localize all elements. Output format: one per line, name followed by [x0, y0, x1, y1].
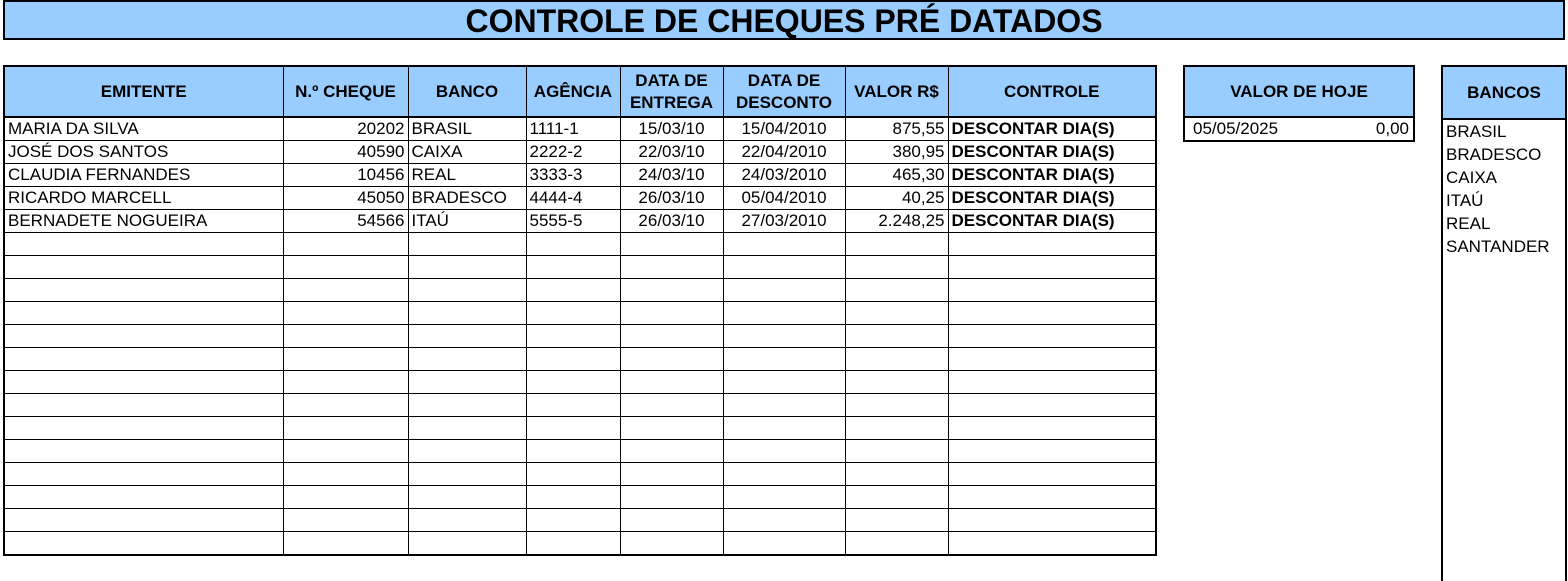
- cell-data-desconto[interactable]: [723, 532, 845, 556]
- header-data-desconto-line2: DESCONTO: [735, 92, 833, 112]
- cell-cheque[interactable]: [283, 394, 408, 417]
- cell-data-entrega[interactable]: 24/03/10: [620, 164, 723, 187]
- cell-banco[interactable]: BRADESCO: [408, 187, 526, 210]
- banco-item[interactable]: SANTANDER: [1446, 237, 1550, 256]
- cell-banco[interactable]: [408, 256, 526, 279]
- cell-data-desconto[interactable]: [723, 325, 845, 348]
- cell-data-desconto[interactable]: 24/03/2010: [723, 164, 845, 187]
- cell-emitente[interactable]: [4, 440, 283, 463]
- cell-data-desconto[interactable]: 15/04/2010: [723, 117, 845, 141]
- table-row: [4, 117, 1156, 141]
- cell-data-entrega[interactable]: [620, 394, 723, 417]
- cell-data-entrega[interactable]: 26/03/10: [620, 187, 723, 210]
- cell-valor[interactable]: 40,25: [845, 187, 948, 210]
- cell-banco[interactable]: [408, 348, 526, 371]
- cell-agencia[interactable]: 1111-1: [526, 117, 620, 141]
- cell-data-desconto[interactable]: [723, 440, 845, 463]
- cell-cheque[interactable]: [283, 233, 408, 256]
- table-row: [4, 394, 1156, 417]
- cell-banco[interactable]: [408, 371, 526, 394]
- cell-data-entrega[interactable]: [620, 417, 723, 440]
- cell-data-desconto[interactable]: [723, 463, 845, 486]
- cell-valor[interactable]: [845, 463, 948, 486]
- cell-controle[interactable]: [948, 394, 1156, 417]
- cell-agencia[interactable]: [526, 440, 620, 463]
- cell-data-desconto[interactable]: [723, 417, 845, 440]
- cell-data-entrega[interactable]: [620, 463, 723, 486]
- cell-emitente[interactable]: CLAUDIA FERNANDES: [4, 164, 283, 187]
- cell-data-desconto[interactable]: [723, 394, 845, 417]
- cell-banco[interactable]: [408, 463, 526, 486]
- cell-agencia[interactable]: 4444-4: [526, 187, 620, 210]
- cell-agencia[interactable]: 5555-5: [526, 210, 620, 233]
- cell-data-entrega[interactable]: [620, 348, 723, 371]
- cell-controle[interactable]: [948, 417, 1156, 440]
- cell-valor[interactable]: [845, 486, 948, 509]
- cell-banco[interactable]: [408, 532, 526, 556]
- cell-cheque[interactable]: [283, 325, 408, 348]
- cell-emitente[interactable]: [4, 532, 283, 556]
- table-row: [4, 440, 1156, 463]
- cell-banco[interactable]: REAL: [408, 164, 526, 187]
- cell-valor[interactable]: [845, 233, 948, 256]
- cell-valor[interactable]: [845, 394, 948, 417]
- cell-cheque[interactable]: [283, 463, 408, 486]
- cell-banco[interactable]: [408, 417, 526, 440]
- cell-cheque[interactable]: [283, 256, 408, 279]
- header-data-entrega[interactable]: [620, 66, 723, 117]
- table-row: [4, 256, 1156, 279]
- cell-data-desconto[interactable]: [723, 348, 845, 371]
- cell-controle[interactable]: [948, 302, 1156, 325]
- cell-data-entrega[interactable]: 15/03/10: [620, 117, 723, 141]
- header-controle[interactable]: CONTROLE: [948, 66, 1156, 117]
- cell-data-desconto[interactable]: 05/04/2010: [723, 187, 845, 210]
- cell-valor[interactable]: [845, 302, 948, 325]
- cell-controle[interactable]: [948, 486, 1156, 509]
- cell-cheque[interactable]: [283, 348, 408, 371]
- header-data-entrega-line1: DATA DE: [635, 70, 708, 90]
- cell-agencia[interactable]: [526, 371, 620, 394]
- table-row: [4, 233, 1156, 256]
- cell-cheque[interactable]: [283, 417, 408, 440]
- valor-hoje-row: [1184, 117, 1414, 141]
- table-body: [4, 117, 1156, 555]
- table-row: [4, 417, 1156, 440]
- cell-emitente[interactable]: [4, 348, 283, 371]
- cell-emitente[interactable]: [4, 371, 283, 394]
- cell-cheque[interactable]: 54566: [283, 210, 408, 233]
- cell-banco[interactable]: BRASIL: [408, 117, 526, 141]
- table-row: [4, 371, 1156, 394]
- cell-controle[interactable]: [948, 440, 1156, 463]
- table-row: [4, 279, 1156, 302]
- cell-controle[interactable]: DESCONTAR DIA(S): [948, 210, 1156, 233]
- cell-valor[interactable]: [845, 509, 948, 532]
- cell-emitente[interactable]: [4, 394, 283, 417]
- valor-hoje-header[interactable]: VALOR DE HOJE: [1184, 66, 1414, 117]
- cell-agencia[interactable]: [526, 279, 620, 302]
- cell-cheque[interactable]: [283, 486, 408, 509]
- cell-controle[interactable]: DESCONTAR DIA(S): [948, 141, 1156, 164]
- cell-data-entrega[interactable]: [620, 371, 723, 394]
- cell-emitente[interactable]: [4, 486, 283, 509]
- table-row: [4, 164, 1156, 187]
- cell-cheque[interactable]: 45050: [283, 187, 408, 210]
- cell-agencia[interactable]: [526, 233, 620, 256]
- cell-emitente[interactable]: [4, 279, 283, 302]
- cell-agencia[interactable]: [526, 417, 620, 440]
- cell-data-entrega[interactable]: [620, 233, 723, 256]
- cell-cheque[interactable]: [283, 371, 408, 394]
- today-value-cell[interactable]: 0,00: [1375, 119, 1409, 138]
- cell-controle[interactable]: DESCONTAR DIA(S): [948, 187, 1156, 210]
- cell-valor[interactable]: [845, 325, 948, 348]
- table-row: [4, 325, 1156, 348]
- cheques-table: [3, 65, 1157, 556]
- cell-emitente[interactable]: [4, 417, 283, 440]
- cell-banco[interactable]: [408, 325, 526, 348]
- cell-cheque[interactable]: [283, 440, 408, 463]
- header-data-desconto[interactable]: [723, 66, 845, 117]
- cell-emitente[interactable]: BERNADETE NOGUEIRA: [4, 210, 283, 233]
- header-row: [4, 66, 1156, 117]
- cell-data-desconto[interactable]: [723, 486, 845, 509]
- cell-valor[interactable]: 465,30: [845, 164, 948, 187]
- cell-agencia[interactable]: 3333-3: [526, 164, 620, 187]
- cell-valor[interactable]: [845, 417, 948, 440]
- cell-controle[interactable]: [948, 348, 1156, 371]
- table-row: [4, 532, 1156, 556]
- cell-agencia[interactable]: [526, 348, 620, 371]
- cell-emitente[interactable]: MARIA DA SILVA: [4, 117, 283, 141]
- bancos-list: [1441, 65, 1567, 581]
- cell-data-entrega[interactable]: [620, 509, 723, 532]
- cell-cheque[interactable]: 20202: [283, 117, 408, 141]
- cell-data-desconto[interactable]: 22/04/2010: [723, 141, 845, 164]
- cell-cheque[interactable]: [283, 532, 408, 556]
- banco-item[interactable]: BRADESCO: [1446, 145, 1542, 164]
- cell-cheque[interactable]: 40590: [283, 141, 408, 164]
- cell-emitente[interactable]: [4, 463, 283, 486]
- cell-valor[interactable]: [845, 348, 948, 371]
- banco-item[interactable]: ITAÚ: [1446, 191, 1484, 210]
- cell-cheque[interactable]: [283, 279, 408, 302]
- table-row: [4, 302, 1156, 325]
- cell-emitente[interactable]: [4, 302, 283, 325]
- cell-data-desconto[interactable]: [723, 302, 845, 325]
- cell-data-entrega[interactable]: 22/03/10: [620, 141, 723, 164]
- cell-data-entrega[interactable]: [620, 256, 723, 279]
- cell-banco[interactable]: [408, 509, 526, 532]
- cell-data-entrega[interactable]: [620, 486, 723, 509]
- header-emitente[interactable]: EMITENTE: [4, 66, 283, 117]
- header-valor[interactable]: VALOR R$: [845, 66, 948, 117]
- cell-valor[interactable]: 875,55: [845, 117, 948, 141]
- cell-emitente[interactable]: [4, 325, 283, 348]
- banco-item[interactable]: REAL: [1446, 214, 1491, 233]
- cell-agencia[interactable]: [526, 325, 620, 348]
- cell-controle[interactable]: DESCONTAR DIA(S): [948, 164, 1156, 187]
- bancos-header[interactable]: BANCOS: [1443, 67, 1565, 120]
- cell-data-desconto[interactable]: [723, 233, 845, 256]
- table-row: [4, 187, 1156, 210]
- cell-emitente[interactable]: [4, 509, 283, 532]
- cell-valor[interactable]: 380,95: [845, 141, 948, 164]
- cell-data-desconto[interactable]: [723, 371, 845, 394]
- cell-agencia[interactable]: [526, 394, 620, 417]
- cell-emitente[interactable]: JOSÉ DOS SANTOS: [4, 141, 283, 164]
- cell-data-entrega[interactable]: [620, 532, 723, 556]
- cell-banco[interactable]: CAIXA: [408, 141, 526, 164]
- cell-cheque[interactable]: [283, 302, 408, 325]
- cell-cheque[interactable]: 10456: [283, 164, 408, 187]
- table-row: [4, 509, 1156, 532]
- cell-valor[interactable]: 2.248,25: [845, 210, 948, 233]
- cell-banco[interactable]: [408, 302, 526, 325]
- cell-data-entrega[interactable]: [620, 325, 723, 348]
- cell-data-desconto[interactable]: [723, 256, 845, 279]
- header-data-entrega-line2: ENTREGA: [629, 92, 714, 112]
- banco-item[interactable]: CAIXA: [1446, 168, 1498, 187]
- cell-data-entrega[interactable]: [620, 302, 723, 325]
- table-row: [4, 210, 1156, 233]
- table-row: [4, 463, 1156, 486]
- cell-banco[interactable]: [408, 279, 526, 302]
- header-data-desconto-line1: DATA DE: [747, 70, 821, 90]
- cell-banco[interactable]: [408, 440, 526, 463]
- cell-banco[interactable]: [408, 233, 526, 256]
- cell-agencia[interactable]: [526, 463, 620, 486]
- cell-data-desconto[interactable]: [723, 279, 845, 302]
- cell-cheque[interactable]: [283, 509, 408, 532]
- header-banco[interactable]: BANCO: [408, 66, 526, 117]
- cell-emitente[interactable]: [4, 233, 283, 256]
- cell-valor[interactable]: [845, 371, 948, 394]
- cell-banco[interactable]: [408, 394, 526, 417]
- bancos-items: [1443, 120, 1565, 258]
- cell-controle[interactable]: [948, 233, 1156, 256]
- cell-agencia[interactable]: [526, 532, 620, 556]
- cell-banco[interactable]: [408, 486, 526, 509]
- header-cheque[interactable]: N.º CHEQUE: [283, 66, 408, 117]
- cell-agencia[interactable]: [526, 486, 620, 509]
- cell-controle[interactable]: [948, 371, 1156, 394]
- cell-valor[interactable]: [845, 256, 948, 279]
- cell-agencia[interactable]: [526, 509, 620, 532]
- cell-data-desconto[interactable]: [723, 509, 845, 532]
- cell-data-entrega[interactable]: [620, 279, 723, 302]
- cell-agencia[interactable]: 2222-2: [526, 141, 620, 164]
- cell-controle[interactable]: [948, 463, 1156, 486]
- cell-controle[interactable]: [948, 279, 1156, 302]
- header-agencia[interactable]: AGÊNCIA: [526, 66, 620, 117]
- cell-valor[interactable]: [845, 279, 948, 302]
- table-row: [4, 348, 1156, 371]
- cell-controle[interactable]: DESCONTAR DIA(S): [948, 117, 1156, 141]
- cell-banco[interactable]: ITAÚ: [408, 210, 526, 233]
- cell-emitente[interactable]: [4, 256, 283, 279]
- cell-controle[interactable]: [948, 509, 1156, 532]
- table-row: [4, 486, 1156, 509]
- cell-data-entrega[interactable]: 26/03/10: [620, 210, 723, 233]
- cell-agencia[interactable]: [526, 256, 620, 279]
- cell-emitente[interactable]: RICARDO MARCELL: [4, 187, 283, 210]
- cell-controle[interactable]: [948, 325, 1156, 348]
- banco-item[interactable]: BRASIL: [1446, 122, 1507, 141]
- table-row: [4, 141, 1156, 164]
- valor-hoje-table: [1183, 65, 1415, 142]
- cell-controle[interactable]: [948, 532, 1156, 556]
- cell-controle[interactable]: [948, 256, 1156, 279]
- cell-valor[interactable]: [845, 440, 948, 463]
- cell-data-entrega[interactable]: [620, 440, 723, 463]
- sheet-title: CONTROLE DE CHEQUES PRÉ DATADOS: [3, 0, 1565, 40]
- today-date-cell[interactable]: 05/05/2025: [1193, 119, 1279, 138]
- cell-agencia[interactable]: [526, 302, 620, 325]
- cell-data-desconto[interactable]: 27/03/2010: [723, 210, 845, 233]
- cell-valor[interactable]: [845, 532, 948, 556]
